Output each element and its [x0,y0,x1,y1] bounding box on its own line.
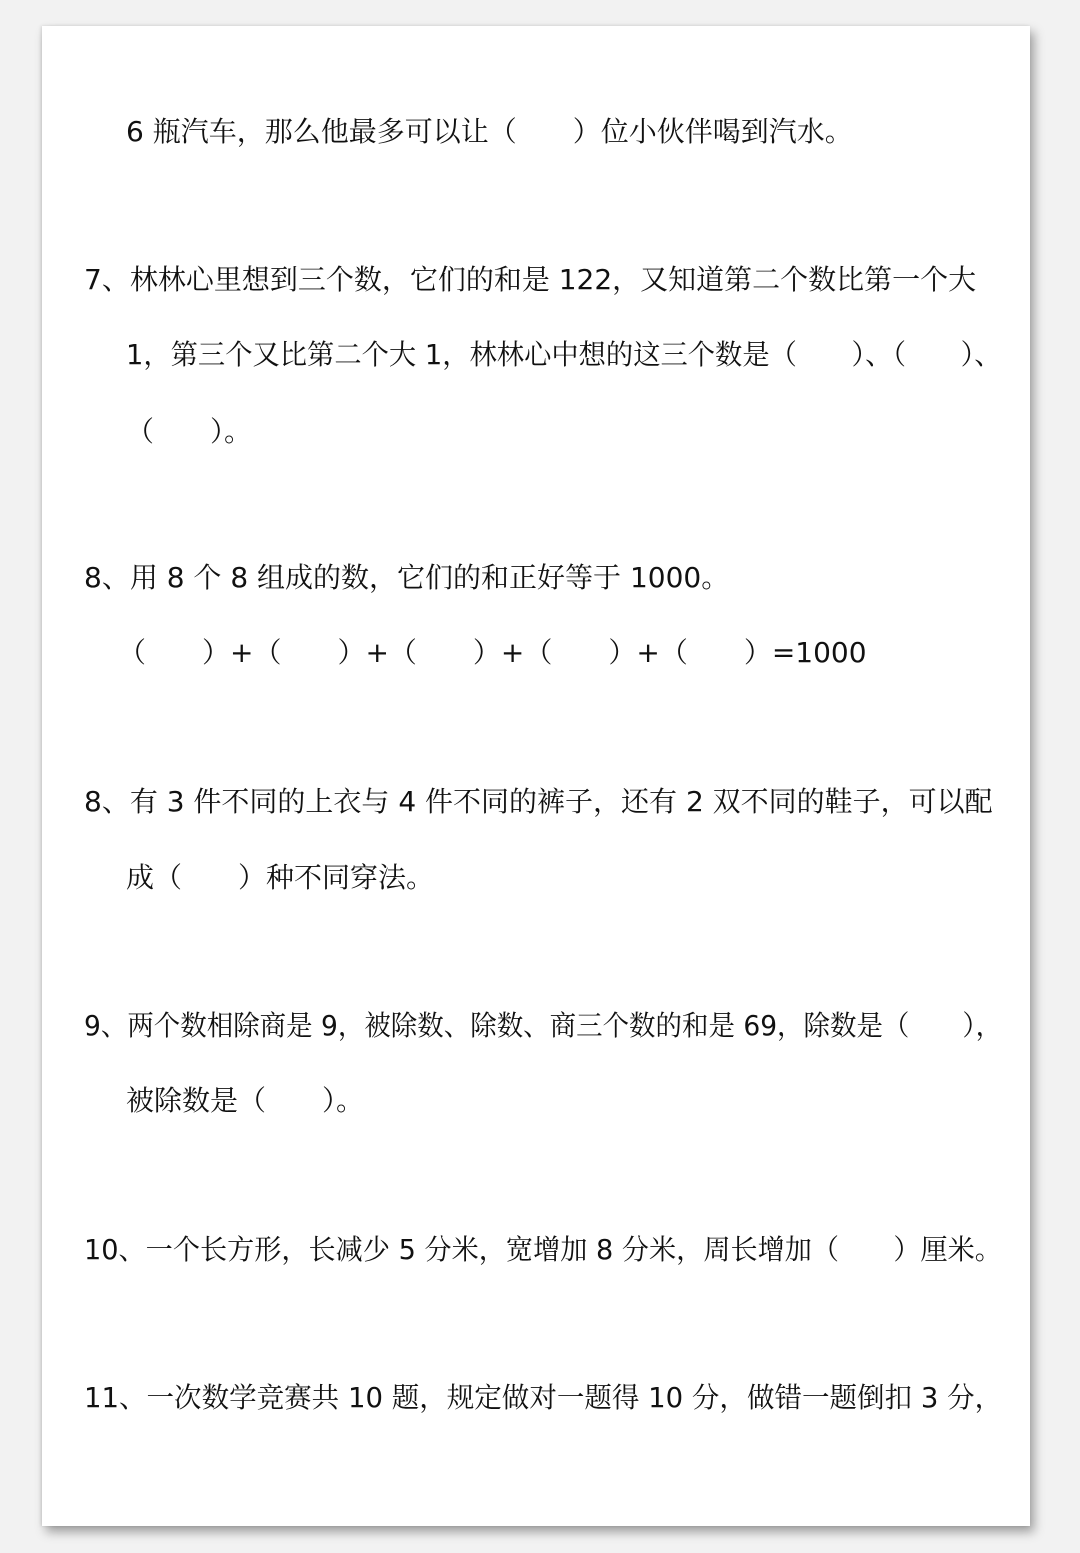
q6-continuation-line: 6 瓶汽车，那么他最多可以让（ ）位小伙伴喝到汽水。 [126,115,853,148]
q7-line-2: 1，第三个又比第二个大 1，林林心中想的这三个数是（ ）、（ ）、 [126,338,1002,371]
q8a-equation-line: （ ）+（ ）+（ ）+（ ）+（ ）=1000 [118,636,867,669]
q7-line-3: （ ）。 [126,415,253,448]
q9-line-1: 9、两个数相除商是 9，被除数、除数、商三个数的和是 69，除数是（ ）， [84,1009,1003,1042]
q8b-line-2: 成（ ）种不同穿法。 [126,861,435,894]
q10-line-1: 10、一个长方形，长减少 5 分米，宽增加 8 分米，周长增加（ ）厘米。 [84,1233,1002,1266]
worksheet-page [42,26,1030,1526]
q11-line-1: 11、一次数学竞赛共 10 题，规定做对一题得 10 分，做错一题倒扣 3 分， [84,1381,1003,1414]
q7-line-1: 7、林林心里想到三个数，它们的和是 122，又知道第二个数比第一个大 [84,263,977,296]
q8a-line-1: 8、用 8 个 8 组成的数，它们的和正好等于 1000。 [84,561,730,594]
q9-line-2: 被除数是（ ）。 [126,1084,365,1117]
q8b-line-1: 8、有 3 件不同的上衣与 4 件不同的裤子，还有 2 双不同的鞋子，可以配 [84,785,993,818]
